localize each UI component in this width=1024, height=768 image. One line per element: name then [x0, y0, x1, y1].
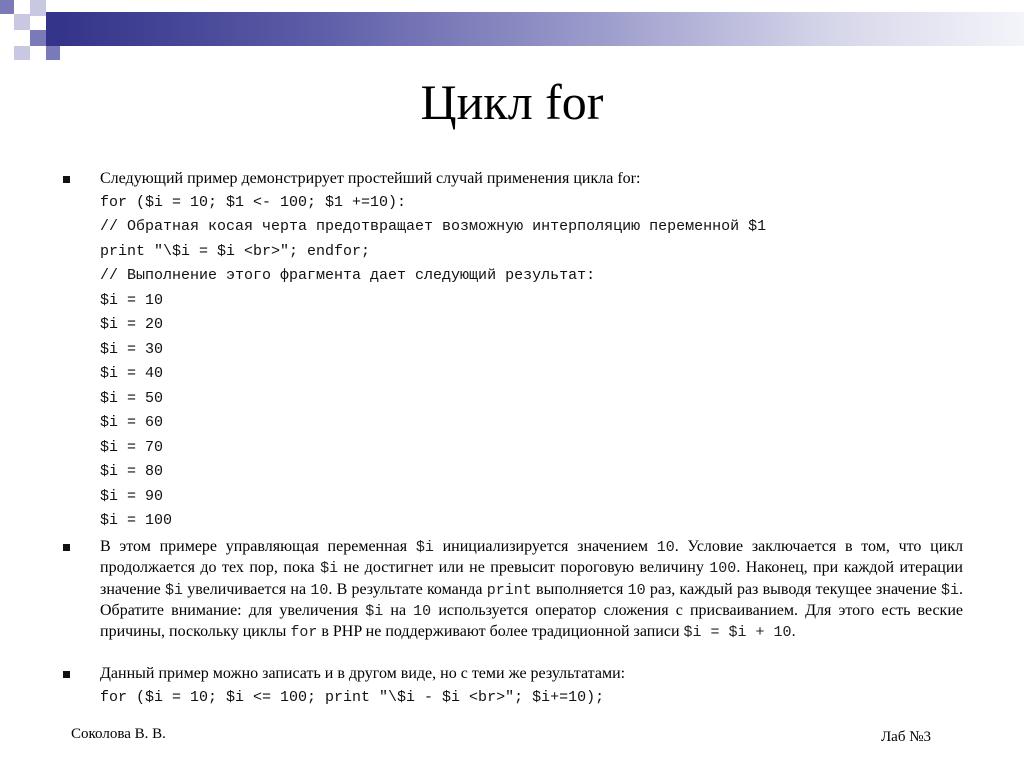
inline-code: $i = $i + 10	[683, 624, 792, 642]
code-line: $i = 20	[100, 316, 164, 333]
explanation-text: В этом примере управляющая переменная	[100, 538, 416, 555]
explanation-paragraph	[100, 537, 963, 643]
inline-code: $i	[164, 581, 183, 599]
bullet-marker	[63, 671, 70, 678]
code-line: // Выполнение этого фрагмента дает следующий результат:	[100, 267, 596, 284]
explanation-text: . Обратите внимание: для увеличения	[100, 580, 964, 619]
alt-intro-text: Данный пример можно записать и в другом виде, но с теми же результатами:	[100, 665, 626, 682]
inline-code: 10	[656, 539, 675, 556]
explanation-text: увеличивается на	[182, 580, 311, 598]
explanation-text: на	[383, 601, 414, 619]
inline-code: 10	[310, 581, 329, 599]
code-line: $i = 10	[100, 292, 164, 309]
code-line: $i = 60	[100, 414, 164, 431]
explanation-text: в PHP не поддерживают более традиционной записи	[317, 623, 684, 641]
code-line: $i = 100	[100, 512, 173, 529]
alt-code-line: for ($i = 10; $i <= 100; print "\$i - $i <br>"; $i+=10);	[100, 689, 605, 706]
inline-code: 10	[413, 602, 432, 620]
inline-code: 100	[709, 560, 737, 578]
intro-text: Следующий пример демонстрирует простейший случай применения цикла for:	[100, 170, 641, 187]
explanation-text: инициализируется значением	[433, 538, 657, 555]
code-line: $i = 40	[100, 365, 164, 382]
inline-code: print	[486, 581, 532, 599]
bullet-marker	[63, 544, 70, 551]
code-line: $i = 30	[100, 341, 164, 358]
explanation-text: . Условие заключается в том, что цикл продолжается до тех пор, пока	[100, 538, 964, 577]
explanation-text: используется оператор сложения с присваиванием. Для этого есть веские причины, поскольку циклы	[100, 601, 963, 641]
footer-author: Соколова В. В.	[71, 726, 166, 742]
inline-code: for	[290, 624, 318, 642]
inline-code: $i	[365, 602, 384, 620]
explanation-text: не достигнет или не превысит пороговую величину	[338, 559, 710, 577]
inline-code: $i	[320, 560, 339, 578]
inline-code: $i	[941, 581, 960, 599]
explanation-text: выполняется	[531, 580, 628, 598]
explanation-text: . Наконец, при каждой итерации значение	[100, 559, 963, 598]
code-line: print "\$i = $i <br>"; endfor;	[100, 243, 371, 260]
bullet-marker	[63, 176, 70, 183]
code-line: $i = 70	[100, 439, 164, 456]
code-line: for ($i = 10; $1 <- 100; $1 +=10):	[100, 194, 407, 211]
code-line: // Обратная косая черта предотвращает возможную интерполяцию переменной $1	[100, 218, 767, 235]
code-line: $i = 50	[100, 390, 164, 407]
inline-code: $i	[415, 539, 434, 556]
explanation-text: .	[791, 623, 796, 641]
explanation-text: . В результате команда	[328, 580, 487, 598]
footer-lab: Лаб №3	[881, 729, 932, 745]
inline-code: 10	[627, 581, 646, 599]
slide-title: Цикл for	[420, 74, 604, 130]
code-line: $i = 90	[100, 488, 164, 505]
code-line: $i = 80	[100, 463, 164, 480]
explanation-text: раз, каждый раз выводя текущее значение	[645, 580, 942, 598]
